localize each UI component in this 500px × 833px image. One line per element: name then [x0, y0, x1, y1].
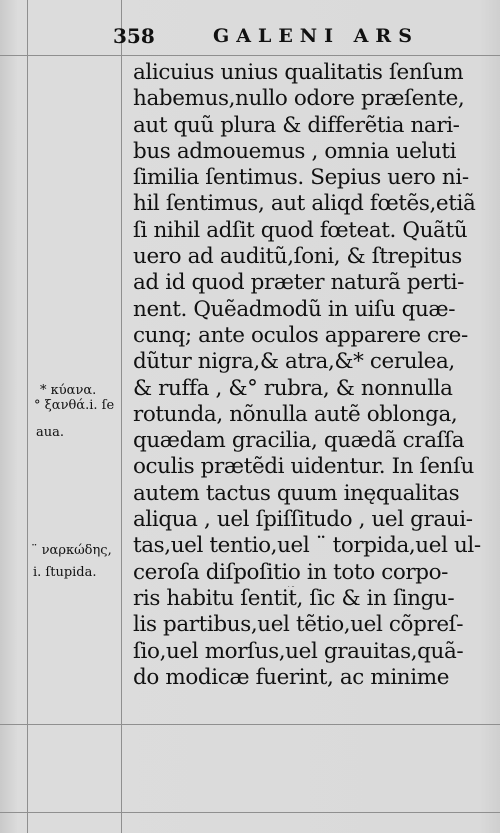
- text-line: bus admouemus , omnia ueluti: [133, 138, 457, 164]
- marginal-note-xantha: ° ξανθά.i. ſe: [34, 398, 115, 413]
- bottom-rule: [0, 812, 500, 813]
- text-line: ris habitu ſentit̃, ſic & in ſingu-: [133, 585, 455, 611]
- marginal-note-kuana: * κύανα.: [40, 383, 97, 398]
- marginal-note-stupida: i. ſtupida.: [33, 565, 97, 580]
- running-title: GALENI ARS: [213, 25, 419, 47]
- text-line: ceroſa diſpoſitio in toto corpo-: [133, 559, 449, 585]
- main-text-block: [133, 60, 496, 691]
- text-line: lis partibus,uel tẽtio,uel cõpreſ-: [133, 612, 464, 638]
- text-line: rotunda, nõnulla autẽ oblonga,: [133, 401, 458, 427]
- text-line: dũtur nigra,& atra,&* cerulea,: [133, 349, 455, 375]
- text-line: ſi nihil adſit quod fœteat. Quãtũ: [133, 217, 468, 243]
- text-line: cunq; ante oculos apparere cre-: [133, 322, 468, 348]
- text-line: do modicæ fuerint, ac minime: [133, 664, 450, 690]
- text-line: uero ad auditũ,ſoni, & ſtrepitus: [133, 244, 462, 270]
- text-line: quædam gracilia, quædã craſſa: [133, 428, 465, 454]
- running-header: [113, 24, 493, 50]
- header-rule: [0, 55, 500, 56]
- text-line: alicuius unius qualitatis ſenſum: [133, 60, 464, 85]
- text-line: ſio,uel morſus,uel grauitas,quã-: [133, 638, 464, 664]
- marginal-note-xantha-cont: aua.: [36, 425, 65, 440]
- text-line: oculis prætẽdi uidentur. In ſenſu: [133, 454, 474, 480]
- column-rule: [121, 0, 122, 833]
- text-line: habemus,nullo odore præſente,: [133, 86, 465, 112]
- text-line: hil ſentimus, aut aliqd fœtẽs,etiã: [133, 191, 476, 217]
- text-line: nent. Quẽadmodũ in uiſu quæ-: [133, 296, 456, 322]
- text-line: autem tactus quum inęqualitas: [133, 480, 460, 506]
- marginal-note-narkodes: ¨ ναρκώδης,: [31, 543, 112, 558]
- text-line: tas,uel tentio,uel ¨ torpida,uel ul-: [133, 533, 481, 559]
- text-line: aut quũ plura & differẽtia nari-: [133, 112, 460, 138]
- text-line: & ruffa , &° rubra, & nonnulla: [133, 375, 453, 401]
- footer-rule: [0, 724, 500, 725]
- left-margin-rule: [27, 0, 28, 833]
- text-line: aliqua , uel ſpiſſitudo , uel graui-: [133, 507, 473, 533]
- page-number: 358: [113, 24, 155, 48]
- text-line: ſimilia ſentimus. Sepius uero ni-: [133, 165, 469, 191]
- text-line: ad id quod præter naturã perti-: [133, 270, 464, 296]
